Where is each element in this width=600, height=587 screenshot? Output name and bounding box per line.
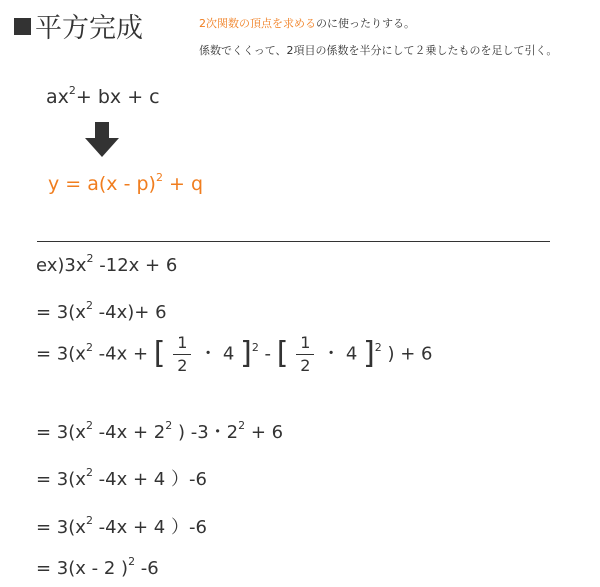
example-line-6	[36, 513, 207, 539]
example-line-5	[36, 465, 207, 491]
frac1-den: 2	[177, 356, 188, 375]
l1-a: ex)3x	[36, 255, 87, 276]
standard-form	[46, 86, 160, 108]
l4-d: + 6	[245, 422, 284, 443]
std-rest: + bx + c	[75, 86, 160, 108]
l5-e: 2	[85, 466, 93, 479]
l1-b: -12x + 6	[93, 255, 178, 276]
note-highlight: 2次関数の頂点を求める	[199, 17, 316, 30]
l3-right-bracket: ]	[240, 335, 252, 371]
example-line-2	[36, 299, 167, 323]
fraction-1	[173, 332, 191, 377]
example-line-1	[36, 252, 178, 276]
example-line-4	[36, 418, 283, 444]
l5-a: = 3(x	[36, 469, 86, 490]
l4-a: = 3(x	[36, 422, 86, 443]
page-title	[14, 6, 143, 45]
l2-e: 2	[85, 299, 93, 312]
down-arrow-icon	[84, 122, 120, 158]
divider	[37, 241, 550, 242]
vform-rest: + q	[162, 173, 204, 195]
l3-minus: -	[264, 343, 277, 365]
note-rest: のに使ったりする。	[316, 17, 415, 30]
l7-b: -6	[135, 558, 159, 579]
vform-left: y = a(x - p)	[48, 173, 156, 195]
l7-a: = 3(x - 2 )	[36, 558, 129, 579]
l3-a: = 3(x	[36, 343, 86, 365]
l5-b: -4x + 4 ）-6	[92, 469, 207, 490]
l3-e: 2	[85, 340, 93, 354]
vform-exp: 2	[155, 171, 163, 184]
note-line-1	[199, 15, 415, 31]
l3-right-bracket-2: ]	[363, 335, 375, 371]
title-text: 平方完成	[35, 13, 143, 44]
fraction-2	[296, 332, 314, 377]
l4-e3: 2	[238, 419, 246, 432]
frac2-num: 1	[296, 332, 314, 355]
l3-tail: ) + 6	[381, 343, 433, 365]
title-square-icon	[14, 18, 31, 35]
l3-e3: 2	[374, 340, 382, 354]
l7-e: 2	[128, 555, 136, 568]
l3-mid: ・ 4	[199, 343, 235, 365]
vertex-form	[48, 173, 203, 195]
l4-c: ) -3・2	[172, 422, 239, 443]
l2-b: -4x)+ 6	[92, 302, 167, 323]
l4-e: 2	[85, 419, 93, 432]
example-line-7	[36, 555, 159, 579]
l3-mid2: ・ 4	[322, 343, 358, 365]
l3-e2: 2	[251, 340, 259, 354]
example-line-3	[36, 332, 433, 377]
l3-left-bracket: [	[153, 335, 166, 371]
frac1-num: 1	[173, 332, 191, 355]
l2-a: = 3(x	[36, 302, 86, 323]
note-line-2: 係数でくくって、2項目の係数を半分にして２乗したものを足して引く。	[199, 44, 558, 57]
l6-a: = 3(x	[36, 517, 86, 538]
l3-b: -4x +	[92, 343, 154, 365]
l4-e2: 2	[165, 419, 173, 432]
l1-e: 2	[86, 252, 94, 265]
std-a: ax	[46, 86, 69, 108]
l3-left-bracket-2: [	[276, 335, 289, 371]
std-exp: 2	[68, 84, 76, 97]
frac2-den: 2	[300, 356, 311, 375]
l6-b: -4x + 4 ）-6	[92, 517, 207, 538]
l4-b: -4x + 2	[92, 422, 166, 443]
l6-e: 2	[85, 514, 93, 527]
